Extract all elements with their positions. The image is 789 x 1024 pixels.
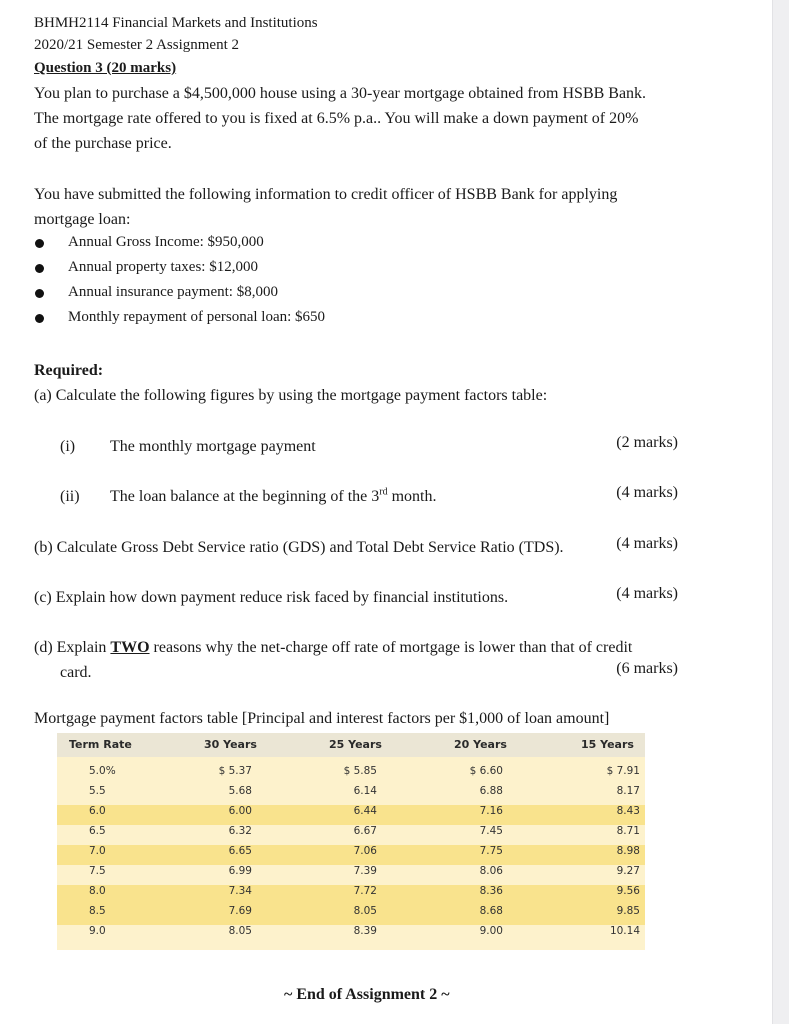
question-d (34, 635, 632, 660)
factor-cell: 8.68 (479, 905, 503, 917)
question-b: (b) Calculate Gross Debt Service ratio (GDS) and Total Debt Service Ratio (TDS). (34, 539, 564, 556)
bullet-icon (35, 289, 44, 298)
list-item: Annual insurance payment: $8,000 (68, 284, 278, 300)
factor-cell: 8.98 (616, 845, 640, 857)
rate-cell: 8.5 (89, 905, 106, 917)
factor-cell: 7.72 (353, 885, 377, 897)
factor-cell: $ 7.91 (606, 765, 640, 777)
factor-cell: 8.06 (479, 865, 503, 877)
list-item: Monthly repayment of personal loan: $650 (68, 309, 326, 325)
question-a-ii-text-end: month. (387, 488, 437, 505)
question-a-i: The monthly mortgage payment (110, 438, 316, 455)
intro-line-1: You plan to purchase a $4,500,000 house using a 30-year mortgage obtained from HSBB Bank. (34, 85, 647, 102)
column-header: 15 Years (581, 738, 634, 751)
bullet-icon (35, 264, 44, 273)
factor-cell: 7.75 (479, 845, 503, 857)
column-header: Term Rate (69, 738, 132, 751)
factor-cell: 9.00 (479, 925, 503, 937)
question-a-i-number: (i) (60, 438, 76, 455)
table-caption: Mortgage payment factors table [Principal and interest factors per $1,000 of loan amount] (34, 710, 610, 727)
question-d-marks: (6 marks) (616, 660, 678, 677)
question-a-ii-text: The loan balance at the beginning of the 3 (110, 488, 380, 505)
factor-cell: $ 5.85 (343, 765, 377, 777)
intro-line-3: of the purchase price. (34, 135, 172, 152)
question-a-ii (110, 484, 436, 509)
semester-label: 2020/21 Semester 2 Assignment 2 (34, 37, 239, 53)
question-d-rest: reasons why the net-charge off rate of mortgage is lower than that of credit (149, 639, 633, 656)
ordinal-suffix: rd (379, 486, 388, 498)
factor-cell: 7.16 (479, 805, 503, 817)
required-heading: Required: (34, 362, 104, 379)
rate-cell: 6.5 (89, 825, 106, 837)
submitted-line-2: mortgage loan: (34, 211, 131, 228)
factor-cell: 8.36 (479, 885, 503, 897)
question-d-line-2: card. (60, 664, 92, 681)
column-header: 20 Years (454, 738, 507, 751)
factor-cell: 9.56 (616, 885, 640, 897)
question-b-marks: (4 marks) (616, 535, 678, 552)
intro-line-2: The mortgage rate offered to you is fixed at 6.5% p.a.. You will make a down payment of 20% (34, 110, 639, 127)
column-header: 30 Years (204, 738, 257, 751)
question-a-i-marks: (2 marks) (616, 434, 678, 451)
factor-cell: 10.14 (609, 925, 640, 937)
question-c-marks: (4 marks) (616, 585, 678, 602)
question-d-prefix: (d) Explain (34, 639, 111, 656)
question-d-emphasis: TWO (110, 639, 150, 656)
factor-cell: 8.17 (616, 785, 640, 797)
factor-cell: 8.05 (353, 905, 377, 917)
question-a-ii-number: (ii) (60, 488, 80, 505)
rate-cell: 7.5 (89, 865, 106, 877)
factor-cell: 6.44 (353, 805, 377, 817)
factor-cell: 7.39 (353, 865, 377, 877)
factor-cell: 6.99 (228, 865, 252, 877)
rate-cell: 7.0 (89, 845, 106, 857)
list-item: Annual Gross Income: $950,000 (68, 234, 264, 250)
rate-cell: 5.0% (89, 765, 116, 777)
mortgage-factors-table (57, 733, 645, 950)
list-item: Annual property taxes: $12,000 (68, 259, 258, 275)
factor-cell: 9.85 (616, 905, 640, 917)
factor-cell: 5.68 (228, 785, 252, 797)
factor-cell: 6.65 (228, 845, 252, 857)
rate-cell: 6.0 (89, 805, 106, 817)
question-c: (c) Explain how down payment reduce risk faced by financial institutions. (34, 589, 509, 606)
factor-cell: 6.00 (228, 805, 252, 817)
factor-cell: 6.14 (353, 785, 377, 797)
column-header: 25 Years (329, 738, 382, 751)
factor-cell: 9.27 (616, 865, 640, 877)
factor-cell: 8.71 (616, 825, 640, 837)
question-a: (a) Calculate the following figures by using the mortgage payment factors table: (34, 387, 548, 404)
rate-cell: 8.0 (89, 885, 106, 897)
bullet-icon (35, 314, 44, 323)
factor-cell: 8.39 (353, 925, 377, 937)
rate-cell: 9.0 (89, 925, 106, 937)
factor-cell: 8.43 (616, 805, 640, 817)
factor-cell: 6.32 (228, 825, 252, 837)
factor-cell: 8.05 (228, 925, 252, 937)
factor-cell: 7.69 (228, 905, 252, 917)
rate-cell: 5.5 (89, 785, 106, 797)
scrollbar-track[interactable] (772, 0, 789, 1024)
factor-cell: 7.45 (479, 825, 503, 837)
question-a-ii-marks: (4 marks) (616, 484, 678, 501)
submitted-line-1: You have submitted the following information to credit officer of HSBB Bank for applying (34, 186, 618, 203)
factor-cell: 6.88 (479, 785, 503, 797)
factor-cell: 6.67 (353, 825, 377, 837)
factor-cell: $ 6.60 (469, 765, 503, 777)
end-of-assignment: ~ End of Assignment 2 ~ (284, 986, 450, 1003)
question-title: Question 3 (20 marks) (34, 60, 177, 76)
factor-cell: 7.34 (228, 885, 252, 897)
bullet-icon (35, 239, 44, 248)
factor-cell: 7.06 (353, 845, 377, 857)
course-title: BHMH2114 Financial Markets and Institutions (34, 15, 318, 31)
factor-cell: $ 5.37 (218, 765, 252, 777)
